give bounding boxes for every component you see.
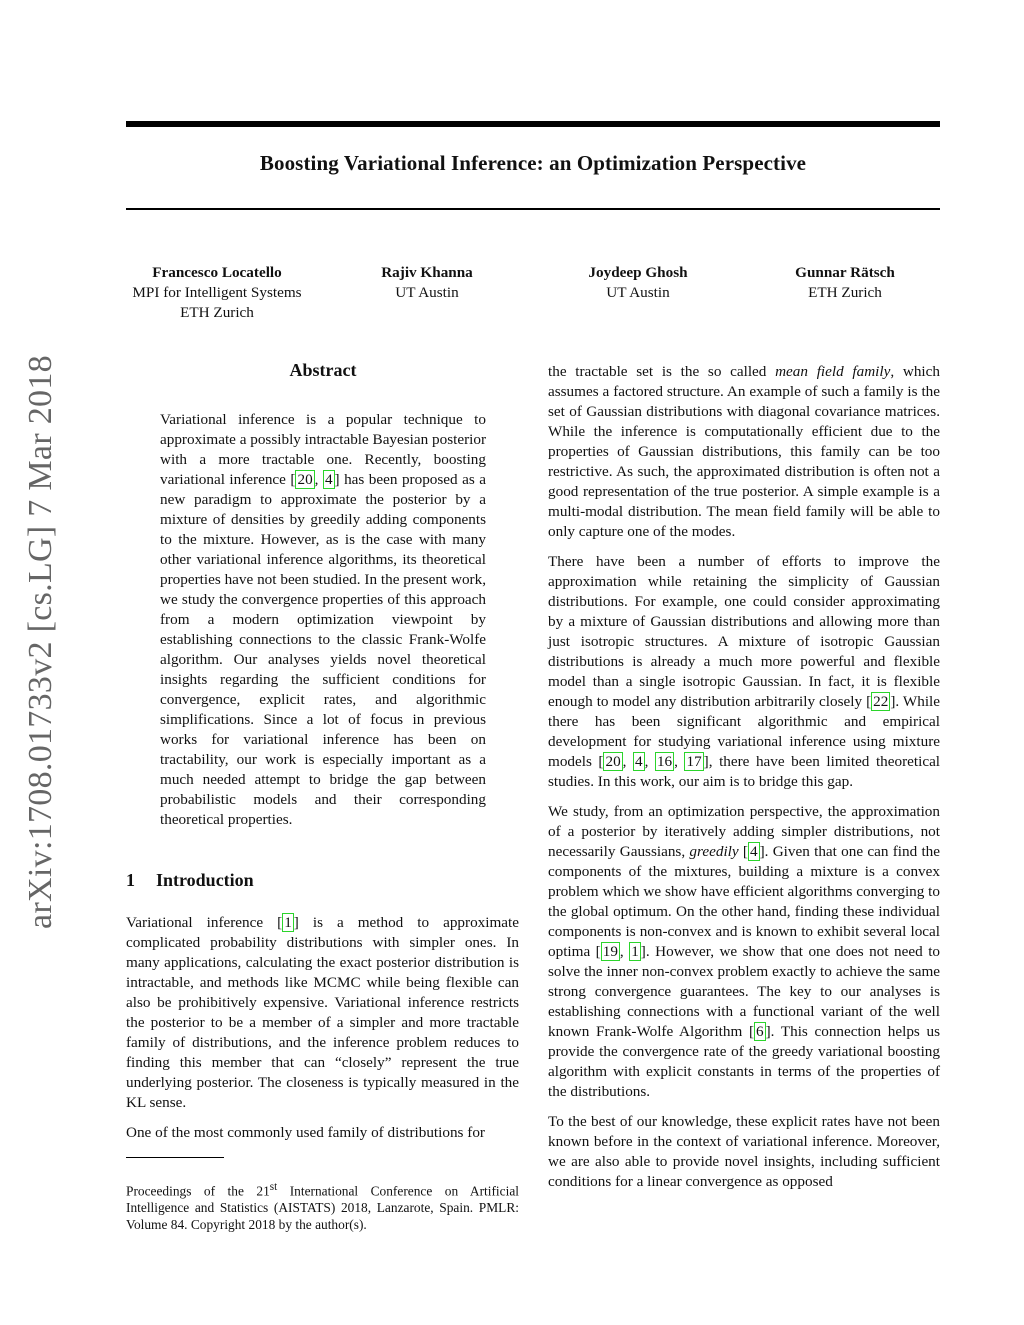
author-name: Francesco Locatello (152, 264, 282, 281)
arxiv-side-label: arXiv:1708.01733v2 [cs.LG] 7 Mar 2018 (22, 355, 59, 929)
citation-link[interactable]: 19 (602, 943, 618, 960)
author-block (307, 263, 547, 303)
author-affiliation: ETH Zurich (808, 284, 882, 301)
author-affiliation: UT Austin (606, 284, 670, 301)
section-number: 1 (126, 870, 135, 890)
author-affiliation: UT Austin (395, 284, 459, 301)
section-title: Introduction (156, 870, 254, 890)
title-bottom-rule (126, 208, 940, 210)
citation-link[interactable]: 4 (635, 753, 643, 770)
author-block (725, 263, 965, 303)
author-name: Joydeep Ghosh (588, 264, 688, 281)
citation-link[interactable]: 6 (756, 1023, 764, 1040)
citation-link[interactable]: 16 (656, 753, 673, 770)
paragraph: There have been a number of efforts to improve the approximation while retaining the simplicity of Gaussian distributions. For example, one could consider approximating by a mixture of Gaussian distributions and allowing more than just isotropic structures. A mixture of isotropic Gaussian distributions is already a much more powerful and flexible model than a single isotropic Gaussian. In fact, it is flexible enough to model any distribution arbitrarily closely [ 22 ]. While there has been significant algorithmic and empirical development for studying variational inference using mixture models [ 20 , 4 , 16 , 17 ], there have been limited theoretical studies. In this work, our aim is to bridge this gap. (548, 553, 941, 790)
author-affiliation: ETH Zurich (180, 304, 254, 321)
paper-title: Boosting Variational Inference: an Optimization Perspective (259, 151, 807, 175)
citation-link[interactable]: 1 (631, 943, 639, 960)
citation-link[interactable]: 4 (749, 843, 758, 860)
footnote: Proceedings of the 21st International Conference on Artificial Intelligence and Statistics (AISTATS) 2018, Lanzarote, Spain. PMLR: Volume 84. Copyright 2018 by the author(s). (126, 1181, 519, 1233)
author-block (97, 263, 337, 323)
author-affiliation: MPI for Intelligent Systems (132, 284, 302, 301)
citation-link[interactable]: 22 (873, 693, 889, 710)
paragraph: One of the most commonly used family of distributions for (126, 1124, 485, 1141)
intro-left-column (126, 913, 519, 1143)
title-top-rule (126, 121, 940, 127)
citation-link[interactable]: 4 (324, 471, 333, 488)
citation-link[interactable]: 1 (284, 914, 292, 931)
citation-link[interactable]: 20 (297, 471, 313, 488)
abstract-text: Variational inference is a popular technique to approximate a possibly intractable Bayesian posterior with a more tractable one. Recently, boosting variational inference [ 20 , 4 ] has been proposed as a new paradigm to approximate the posterior by a mixture of densities by greedily adding components to the mixture. However, as is the case with many other variational inference algorithms, its theoretical properties have not been studied. In the present work, we study the convergence properties of this approach from a modern optimization viewpoint by establishing connections to the classic Frank-Wolfe algorithm. Our analyses yields novel theoretical insights regarding the sufficient conditions for convergence, explicit rates, and algorithmic simplifications. Since a lot of focus in previous works for variational inference has been on tractability, our work is especially important as a much needed attempt to bridge the gap between probabilistic models and their corresponding theoretical properties. (160, 411, 487, 828)
paragraph: We study, from an optimization perspective, the approximation of a posterior by iteratively adding simpler distributions, not necessarily Gaussians, greedily [ 4 ]. Given that one can find the components of the mixtures, building a mixture is a convex problem which we show have efficient algorithms converging to the global optimum. On the other hand, finding these individual components is non-convex and is known to exhibit several local optima [ 19 , 1 ]. However, we show that one does not need to solve the inner non-convex problem exactly to achieve the same strong convergence guarantees. The key to our analyses is establishing connections with a functional variant of the well known Frank-Wolfe Algorithm [ 6 ]. This connection helps us provide the convergence rate of the greedy variational boosting algorithm with explicit constants in terms of the properties of the distributions. (548, 803, 941, 1100)
footnote-rule (126, 1157, 224, 1158)
right-column (548, 362, 940, 1192)
paragraph: the tractable set is the so called mean field family, which assumes a factored structure. An example of such a family is the set of Gaussian distributions with diagonal covariance matrices. While the inference is computationally efficient due to the properties of Gaussian distributions, this family can be too restrictive. As such, the approximated distribution is often not a good representation of the true posterior. A simple example is a multi-modal distribution. The mean field family will be able to only capture one of the modes. (548, 363, 940, 540)
paragraph: To the best of our knowledge, these explicit rates have not been known before in the context of variational inference. Moreover, we are also able to provide novel insights, including sufficient conditions for a linear convergence as opposed (548, 1113, 940, 1190)
abstract-heading: Abstract (289, 360, 357, 380)
author-block (518, 263, 758, 303)
citation-link[interactable]: 17 (686, 753, 702, 770)
paragraph: Variational inference [ 1 ] is a method to approximate complicated probability distributions with simpler ones. In many applications, calculating the exact posterior distribution is intractable, and methods like MCMC while being flexible can also be prohibitively expensive. Variational inference restricts the posterior to be a member of a simpler and more tractable family of distributions, and the inference problem reduces to finding this member that can “closely” represent the true underlying posterior. The closeness is typically measured in the KL sense. (126, 914, 519, 1111)
citation-link[interactable]: 20 (605, 753, 621, 770)
author-name: Gunnar Rätsch (795, 264, 895, 281)
section-heading (126, 870, 254, 891)
author-name: Rajiv Khanna (381, 264, 473, 281)
